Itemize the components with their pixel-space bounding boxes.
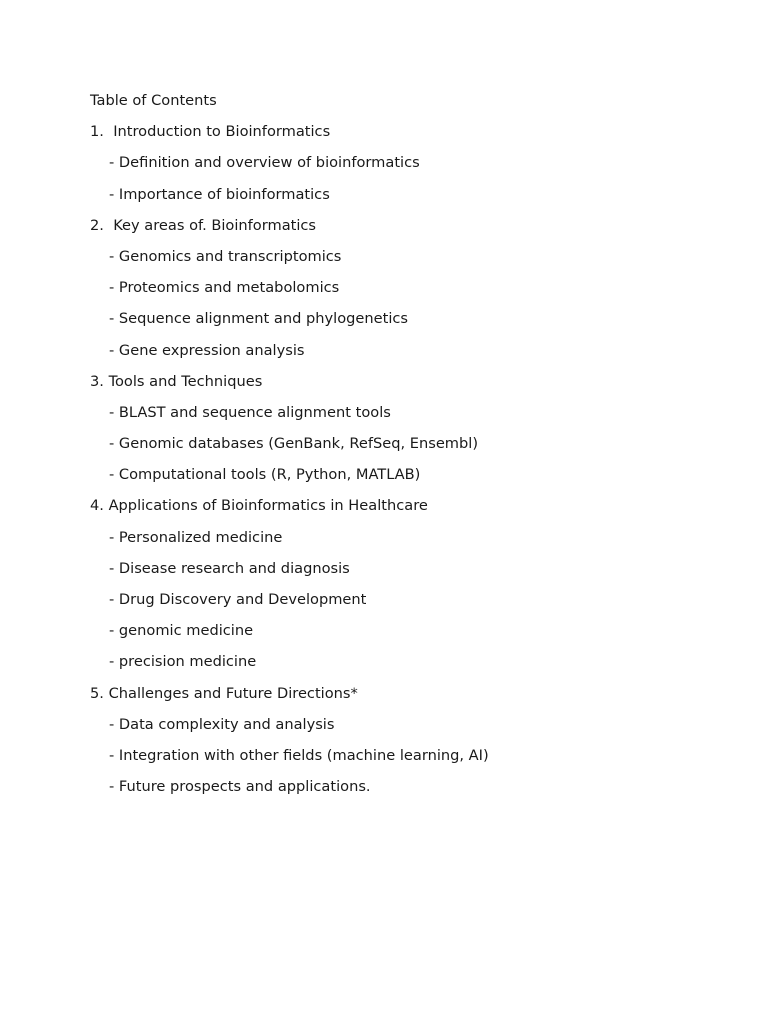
toc-subitem: - Disease research and diagnosis	[109, 559, 350, 577]
toc-section-heading: 1. Introduction to Bioinformatics	[90, 123, 331, 141]
toc-subitem: - Data complexity and analysis	[109, 715, 335, 733]
toc-subitem: - Drug Discovery and Development	[109, 591, 367, 608]
toc-subitem: - genomic medicine	[109, 622, 254, 640]
toc-subitem: - Genomic databases (GenBank, RefSeq, Ensembl)	[109, 435, 479, 453]
toc-subitem: - Proteomics and metabolomics	[109, 279, 340, 297]
toc-subitem: - Personalized medicine	[109, 528, 283, 546]
toc-subitem: - Future prospects and applications.	[109, 778, 371, 796]
toc-section-heading: 4. Applications of Bioinformatics in Healthcare	[90, 497, 428, 515]
toc-subitem: - Definition and overview of bioinformatics	[109, 154, 420, 172]
toc-subitem: - Integration with other fields (machine learning, AI)	[109, 746, 489, 764]
toc-subitem: - Computational tools (R, Python, MATLAB)	[109, 466, 421, 484]
toc-subitem: - Importance of bioinformatics	[109, 185, 330, 203]
toc-subitem: - precision medicine	[109, 653, 257, 671]
toc-subitem: - Genomics and transcriptomics	[109, 247, 342, 265]
table-of-contents	[90, 91, 489, 808]
toc-subitem: - BLAST and sequence alignment tools	[109, 403, 391, 421]
toc-section-heading: 2. Key areas of. Bioinformatics	[90, 216, 317, 234]
toc-subitem: - Sequence alignment and phylogenetics	[109, 310, 409, 328]
toc-section-heading: 3. Tools and Techniques	[90, 372, 263, 390]
toc-section-heading: 5. Challenges and Future Directions*	[90, 684, 358, 702]
toc-title: Table of Contents	[90, 92, 217, 109]
toc-subitem: - Gene expression analysis	[109, 341, 305, 359]
